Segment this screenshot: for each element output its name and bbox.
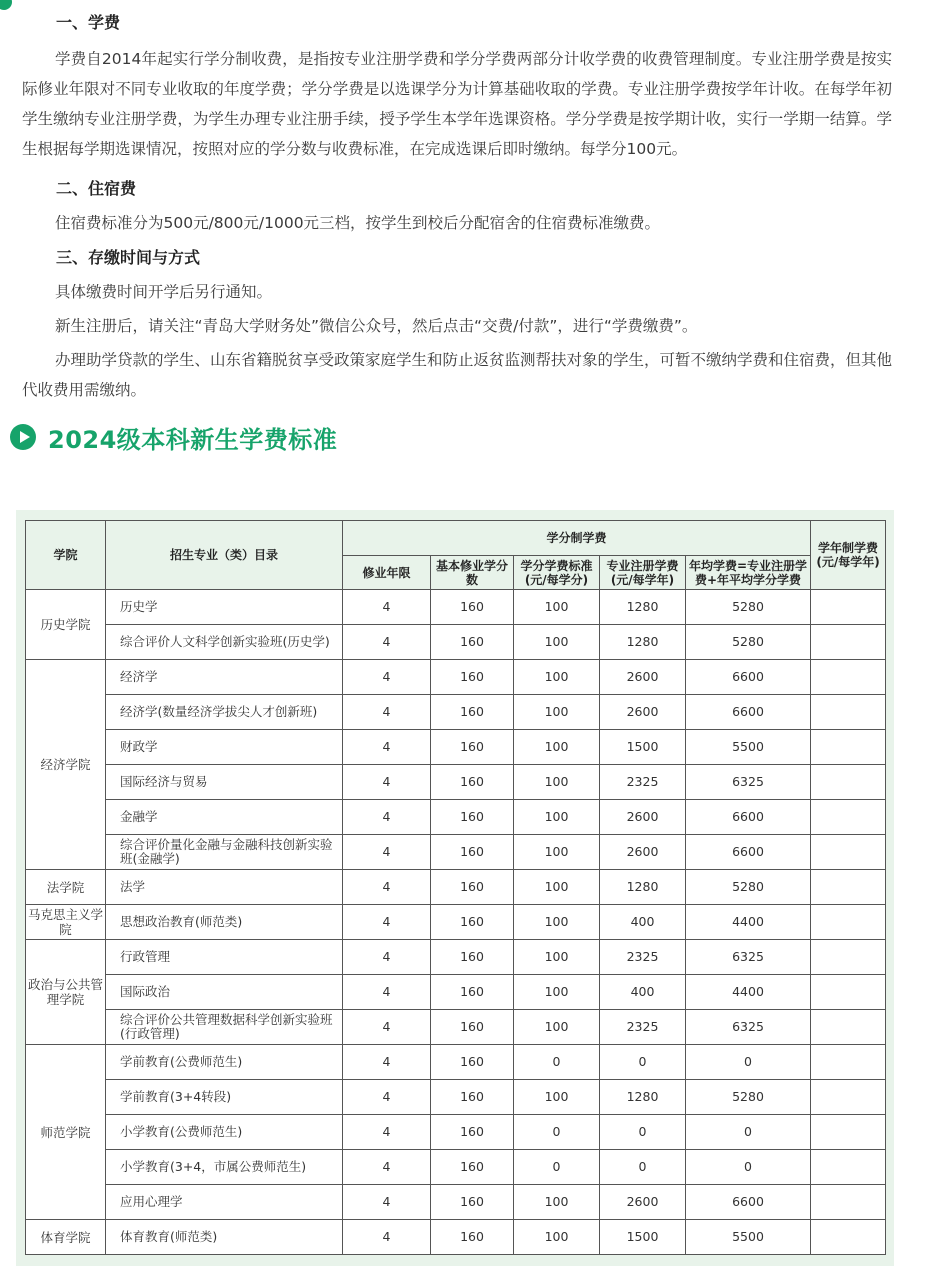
years-cell: 4	[343, 1010, 431, 1045]
annual-fee-cell: 6600	[686, 835, 811, 870]
register-fee-cell: 2600	[600, 695, 686, 730]
year-fee-cell	[811, 835, 886, 870]
credits-cell: 160	[431, 765, 514, 800]
table-row	[26, 975, 886, 1010]
college-cell: 经济学院	[26, 660, 106, 870]
major-cell: 应用心理学	[106, 1185, 343, 1220]
year-fee-cell	[811, 1080, 886, 1115]
banner-title: 2024级本科新生学费标准	[48, 425, 338, 454]
register-fee-cell: 1280	[600, 1080, 686, 1115]
credit-fee-cell: 0	[514, 1045, 600, 1080]
register-fee-cell: 1280	[600, 625, 686, 660]
major-cell: 国际政治	[106, 975, 343, 1010]
years-cell: 4	[343, 940, 431, 975]
major-cell: 学前教育(3+4转段)	[106, 1080, 343, 1115]
annual-fee-cell: 0	[686, 1150, 811, 1185]
years-cell: 4	[343, 1115, 431, 1150]
annual-fee-cell: 6600	[686, 1185, 811, 1220]
section-heading-accommodation: 二、住宿费	[56, 179, 137, 198]
year-fee-cell	[811, 975, 886, 1010]
college-cell: 体育学院	[26, 1220, 106, 1255]
header-credits: 基本修业学分数	[431, 556, 514, 590]
annual-fee-cell: 5280	[686, 590, 811, 625]
table-row	[26, 1045, 886, 1080]
major-cell: 历史学	[106, 590, 343, 625]
credits-cell: 160	[431, 695, 514, 730]
register-fee-cell: 0	[600, 1150, 686, 1185]
credit-fee-cell: 100	[514, 870, 600, 905]
major-cell: 综合评价人文科学创新实验班(历史学)	[106, 625, 343, 660]
year-fee-cell	[811, 940, 886, 975]
register-fee-cell: 2600	[600, 800, 686, 835]
register-fee-cell: 2600	[600, 1185, 686, 1220]
table-row	[26, 1080, 886, 1115]
register-fee-cell: 2325	[600, 765, 686, 800]
annual-fee-cell: 5280	[686, 870, 811, 905]
college-cell: 历史学院	[26, 590, 106, 660]
register-fee-cell: 1280	[600, 590, 686, 625]
years-cell: 4	[343, 1185, 431, 1220]
header-credit-fee: 学分学费标准(元/每学分)	[514, 556, 600, 590]
register-fee-cell: 2600	[600, 660, 686, 695]
years-cell: 4	[343, 975, 431, 1010]
annual-fee-cell: 6600	[686, 800, 811, 835]
year-fee-cell	[811, 1185, 886, 1220]
years-cell: 4	[343, 1080, 431, 1115]
major-cell: 学前教育(公费师范生)	[106, 1045, 343, 1080]
annual-fee-cell: 5500	[686, 730, 811, 765]
register-fee-cell: 1500	[600, 1220, 686, 1255]
credit-fee-cell: 100	[514, 1080, 600, 1115]
major-cell: 经济学	[106, 660, 343, 695]
payment-paragraph-method: 新生注册后，请关注“青岛大学财务处”微信公众号，然后点击“交费/付款”，进行“学费缴费”。	[55, 317, 698, 335]
header-years: 修业年限	[343, 556, 431, 590]
credits-cell: 160	[431, 1080, 514, 1115]
years-cell: 4	[343, 590, 431, 625]
register-fee-cell: 400	[600, 975, 686, 1010]
year-fee-cell	[811, 625, 886, 660]
payment-paragraph-time: 具体缴费时间开学后另行通知。	[55, 283, 273, 301]
major-cell: 小学教育(公费师范生)	[106, 1115, 343, 1150]
annual-fee-cell: 4400	[686, 975, 811, 1010]
register-fee-cell: 2600	[600, 835, 686, 870]
credits-cell: 160	[431, 625, 514, 660]
play-circle-icon	[10, 424, 36, 450]
credits-cell: 160	[431, 1045, 514, 1080]
intro-content	[22, 0, 892, 457]
major-cell: 小学教育(3+4，市属公费师范生)	[106, 1150, 343, 1185]
college-cell: 政治与公共管理学院	[26, 940, 106, 1045]
tuition-paragraph: 学费自2014年起实行学分制收费，是指按专业注册学费和学分学费两部分计收学费的收费管理制度。专业注册学费是按实际修业年限对不同专业收取的年度学费；学分学费是以选课学分为计算基础收取的学费。专业注册学费按学年计收。在每学年初学生缴纳专业注册学费，为学生办理专业注册手续，授予学生本学年选课资格。学分学费是按学期计收，实行一学期一结算。学生根据每学期选课情况，按照对应的学分数与收费标准，在完成选课后即时缴纳。每学分100元。	[22, 50, 892, 158]
credits-cell: 160	[431, 800, 514, 835]
year-fee-cell	[811, 905, 886, 940]
header-year-system-fee: 学年制学费(元/每学年)	[811, 521, 886, 590]
header-annual-fee: 年均学费=专业注册学费+年平均学分学费	[686, 556, 811, 590]
credit-fee-cell: 100	[514, 975, 600, 1010]
credits-cell: 160	[431, 590, 514, 625]
credits-cell: 160	[431, 940, 514, 975]
annual-fee-cell: 6600	[686, 695, 811, 730]
major-cell: 综合评价量化金融与金融科技创新实验班(金融学)	[106, 835, 343, 870]
table-row	[26, 625, 886, 660]
major-cell: 国际经济与贸易	[106, 765, 343, 800]
annual-fee-cell: 5500	[686, 1220, 811, 1255]
credit-fee-cell: 0	[514, 1150, 600, 1185]
years-cell: 4	[343, 625, 431, 660]
table-row	[26, 905, 886, 940]
fee-standard-banner	[10, 417, 892, 457]
payment-paragraph-loan: 办理助学贷款的学生、山东省籍脱贫享受政策家庭学生和防止返贫监测帮扶对象的学生，可暂不缴纳学费和住宿费，但其他代收费用需缴纳。	[22, 351, 893, 399]
credits-cell: 160	[431, 1150, 514, 1185]
college-cell: 法学院	[26, 870, 106, 905]
year-fee-cell	[811, 870, 886, 905]
year-fee-cell	[811, 1010, 886, 1045]
fee-table-panel	[16, 510, 894, 1266]
annual-fee-cell: 4400	[686, 905, 811, 940]
credit-fee-cell: 100	[514, 765, 600, 800]
credits-cell: 160	[431, 1115, 514, 1150]
credits-cell: 160	[431, 660, 514, 695]
header-major: 招生专业（类）目录	[106, 521, 343, 590]
credits-cell: 160	[431, 1220, 514, 1255]
credit-fee-cell: 100	[514, 835, 600, 870]
year-fee-cell	[811, 590, 886, 625]
year-fee-cell	[811, 800, 886, 835]
years-cell: 4	[343, 1150, 431, 1185]
years-cell: 4	[343, 1220, 431, 1255]
table-row	[26, 1010, 886, 1045]
credits-cell: 160	[431, 835, 514, 870]
credit-fee-cell: 100	[514, 695, 600, 730]
table-row	[26, 870, 886, 905]
annual-fee-cell: 5280	[686, 625, 811, 660]
table-row	[26, 590, 886, 625]
major-cell: 行政管理	[106, 940, 343, 975]
register-fee-cell: 1500	[600, 730, 686, 765]
section-heading-payment: 三、存缴时间与方式	[56, 248, 201, 267]
years-cell: 4	[343, 905, 431, 940]
years-cell: 4	[343, 695, 431, 730]
table-row	[26, 695, 886, 730]
credit-fee-cell: 100	[514, 1220, 600, 1255]
year-fee-cell	[811, 1220, 886, 1255]
credits-cell: 160	[431, 1010, 514, 1045]
year-fee-cell	[811, 1150, 886, 1185]
credit-fee-cell: 100	[514, 905, 600, 940]
credit-fee-cell: 100	[514, 940, 600, 975]
register-fee-cell: 0	[600, 1115, 686, 1150]
year-fee-cell	[811, 695, 886, 730]
register-fee-cell: 2325	[600, 940, 686, 975]
table-row	[26, 940, 886, 975]
year-fee-cell	[811, 765, 886, 800]
annual-fee-cell: 6325	[686, 765, 811, 800]
header-credit-system-fee: 学分制学费	[343, 521, 811, 556]
table-row	[26, 660, 886, 695]
credit-fee-cell: 100	[514, 1010, 600, 1045]
annual-fee-cell: 6325	[686, 1010, 811, 1045]
register-fee-cell: 2325	[600, 1010, 686, 1045]
major-cell: 法学	[106, 870, 343, 905]
year-fee-cell	[811, 660, 886, 695]
years-cell: 4	[343, 1045, 431, 1080]
year-fee-cell	[811, 1045, 886, 1080]
credits-cell: 160	[431, 975, 514, 1010]
annual-fee-cell: 6325	[686, 940, 811, 975]
annual-fee-cell: 0	[686, 1115, 811, 1150]
corner-decoration	[0, 0, 12, 10]
annual-fee-cell: 6600	[686, 660, 811, 695]
table-row	[26, 1220, 886, 1255]
credit-fee-cell: 100	[514, 730, 600, 765]
major-cell: 财政学	[106, 730, 343, 765]
major-cell: 综合评价公共管理数据科学创新实验班(行政管理)	[106, 1010, 343, 1045]
years-cell: 4	[343, 730, 431, 765]
fee-table	[25, 520, 886, 1255]
credits-cell: 160	[431, 1185, 514, 1220]
year-fee-cell	[811, 1115, 886, 1150]
register-fee-cell: 1280	[600, 870, 686, 905]
table-row	[26, 765, 886, 800]
years-cell: 4	[343, 800, 431, 835]
annual-fee-cell: 0	[686, 1045, 811, 1080]
credit-fee-cell: 100	[514, 800, 600, 835]
years-cell: 4	[343, 765, 431, 800]
credit-fee-cell: 100	[514, 660, 600, 695]
credit-fee-cell: 100	[514, 590, 600, 625]
accommodation-paragraph: 住宿费标准分为500元/800元/1000元三档，按学生到校后分配宿舍的住宿费标准缴费。	[55, 214, 661, 232]
header-college: 学院	[26, 521, 106, 590]
credit-fee-cell: 100	[514, 625, 600, 660]
register-fee-cell: 0	[600, 1045, 686, 1080]
major-cell: 体育教育(师范类)	[106, 1220, 343, 1255]
credit-fee-cell: 0	[514, 1115, 600, 1150]
credits-cell: 160	[431, 905, 514, 940]
header-register-fee: 专业注册学费(元/每学年)	[600, 556, 686, 590]
section-heading-tuition: 一、学费	[56, 13, 121, 32]
table-row	[26, 1185, 886, 1220]
table-row	[26, 1150, 886, 1185]
table-row	[26, 835, 886, 870]
register-fee-cell: 400	[600, 905, 686, 940]
major-cell: 思想政治教育(师范类)	[106, 905, 343, 940]
credit-fee-cell: 100	[514, 1185, 600, 1220]
table-row	[26, 800, 886, 835]
years-cell: 4	[343, 660, 431, 695]
college-cell: 马克思主义学院	[26, 905, 106, 940]
major-cell: 金融学	[106, 800, 343, 835]
years-cell: 4	[343, 835, 431, 870]
annual-fee-cell: 5280	[686, 1080, 811, 1115]
fee-table-body	[26, 590, 886, 1255]
credits-cell: 160	[431, 870, 514, 905]
years-cell: 4	[343, 870, 431, 905]
table-row	[26, 730, 886, 765]
year-fee-cell	[811, 730, 886, 765]
credits-cell: 160	[431, 730, 514, 765]
major-cell: 经济学(数量经济学拔尖人才创新班)	[106, 695, 343, 730]
college-cell: 师范学院	[26, 1045, 106, 1220]
table-row	[26, 1115, 886, 1150]
